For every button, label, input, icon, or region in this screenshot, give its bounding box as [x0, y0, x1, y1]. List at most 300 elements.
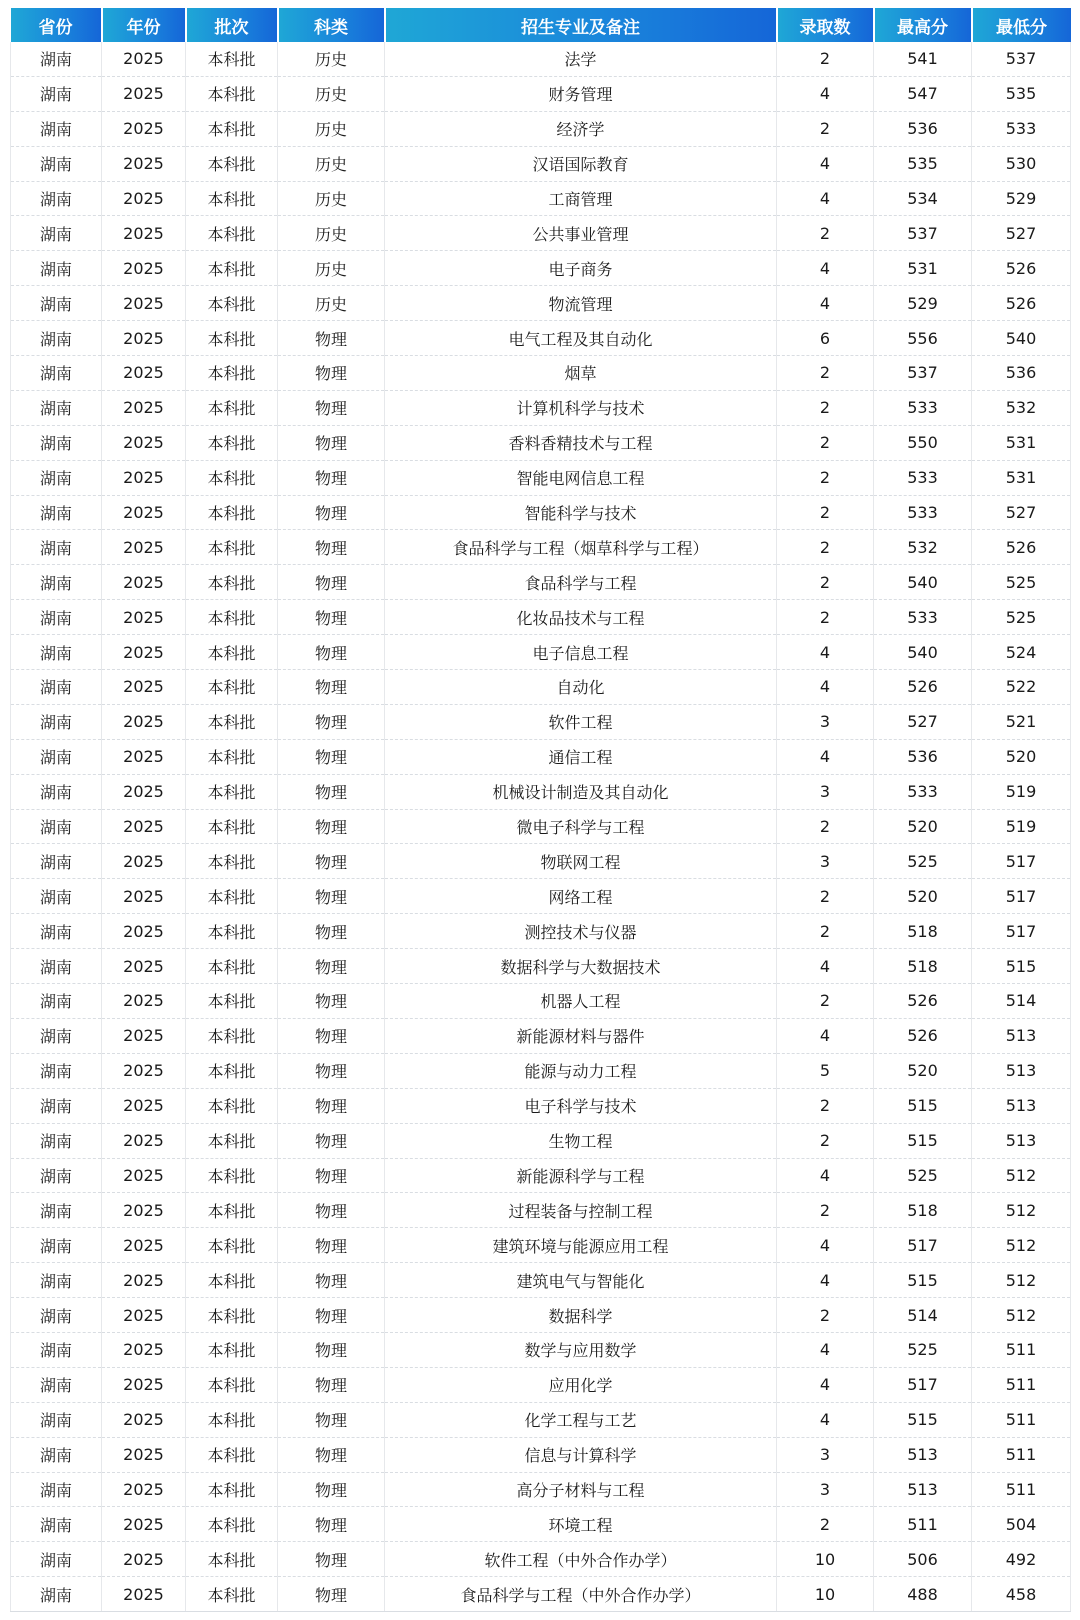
cell-min-score: 531: [972, 460, 1071, 495]
cell-province: 湖南: [11, 1263, 102, 1298]
table-row: [11, 286, 1071, 321]
header-max-score: 最高分: [874, 8, 972, 42]
cell-year: 2025: [102, 495, 186, 530]
cell-max-score: 533: [874, 600, 972, 635]
cell-max-score: 515: [874, 1123, 972, 1158]
cell-admitted-count: 2: [777, 460, 874, 495]
cell-subject-type: 物理: [278, 1577, 385, 1612]
cell-year: 2025: [102, 1193, 186, 1228]
cell-min-score: 521: [972, 704, 1071, 739]
cell-min-score: 526: [972, 530, 1071, 565]
table-row: [11, 1472, 1071, 1507]
cell-min-score: 517: [972, 879, 1071, 914]
cell-province: 湖南: [11, 914, 102, 949]
cell-min-score: 526: [972, 251, 1071, 286]
cell-max-score: 517: [874, 1228, 972, 1263]
cell-province: 湖南: [11, 76, 102, 111]
cell-year: 2025: [102, 42, 186, 76]
cell-province: 湖南: [11, 1158, 102, 1193]
cell-subject-type: 物理: [278, 1123, 385, 1158]
cell-admitted-count: 4: [777, 1402, 874, 1437]
cell-subject-type: 历史: [278, 146, 385, 181]
cell-major: 过程装备与控制工程: [385, 1193, 777, 1228]
cell-subject-type: 物理: [278, 1472, 385, 1507]
table-row: [11, 949, 1071, 984]
cell-year: 2025: [102, 1053, 186, 1088]
table-row: [11, 460, 1071, 495]
header-batch: 批次: [186, 8, 278, 42]
cell-max-score: 515: [874, 1263, 972, 1298]
cell-batch: 本科批: [186, 390, 278, 425]
cell-year: 2025: [102, 530, 186, 565]
cell-major: 物流管理: [385, 286, 777, 321]
cell-min-score: 511: [972, 1472, 1071, 1507]
cell-subject-type: 历史: [278, 181, 385, 216]
cell-admitted-count: 4: [777, 1263, 874, 1298]
cell-admitted-count: 3: [777, 774, 874, 809]
cell-major: 数据科学: [385, 1298, 777, 1333]
cell-major: 环境工程: [385, 1507, 777, 1542]
header-major: 招生专业及备注: [385, 8, 777, 42]
cell-year: 2025: [102, 251, 186, 286]
cell-subject-type: 物理: [278, 425, 385, 460]
cell-max-score: 525: [874, 1158, 972, 1193]
cell-major: 软件工程: [385, 704, 777, 739]
cell-province: 湖南: [11, 1402, 102, 1437]
cell-province: 湖南: [11, 949, 102, 984]
cell-batch: 本科批: [186, 809, 278, 844]
cell-year: 2025: [102, 600, 186, 635]
cell-major: 网络工程: [385, 879, 777, 914]
cell-max-score: 531: [874, 251, 972, 286]
cell-batch: 本科批: [186, 1437, 278, 1472]
cell-province: 湖南: [11, 425, 102, 460]
cell-major: 公共事业管理: [385, 216, 777, 251]
cell-year: 2025: [102, 1263, 186, 1298]
cell-min-score: 527: [972, 216, 1071, 251]
cell-province: 湖南: [11, 879, 102, 914]
cell-year: 2025: [102, 1402, 186, 1437]
table-row: [11, 356, 1071, 391]
cell-subject-type: 物理: [278, 1542, 385, 1577]
table-row: [11, 111, 1071, 146]
cell-year: 2025: [102, 111, 186, 146]
table-row: [11, 844, 1071, 879]
cell-subject-type: 物理: [278, 809, 385, 844]
cell-year: 2025: [102, 460, 186, 495]
cell-province: 湖南: [11, 670, 102, 705]
cell-min-score: 527: [972, 495, 1071, 530]
header-subject-type: 科类: [278, 8, 385, 42]
cell-min-score: 513: [972, 1053, 1071, 1088]
cell-batch: 本科批: [186, 42, 278, 76]
cell-subject-type: 物理: [278, 1228, 385, 1263]
cell-subject-type: 历史: [278, 286, 385, 321]
cell-subject-type: 物理: [278, 1332, 385, 1367]
table-row: [11, 1088, 1071, 1123]
cell-min-score: 513: [972, 1018, 1071, 1053]
cell-max-score: 520: [874, 809, 972, 844]
cell-min-score: 532: [972, 390, 1071, 425]
table-row: [11, 635, 1071, 670]
header-row: [11, 8, 1071, 42]
cell-province: 湖南: [11, 251, 102, 286]
cell-subject-type: 物理: [278, 1088, 385, 1123]
cell-subject-type: 历史: [278, 216, 385, 251]
cell-province: 湖南: [11, 1472, 102, 1507]
cell-batch: 本科批: [186, 565, 278, 600]
cell-batch: 本科批: [186, 1053, 278, 1088]
cell-batch: 本科批: [186, 460, 278, 495]
table-row: [11, 670, 1071, 705]
cell-year: 2025: [102, 879, 186, 914]
cell-major: 法学: [385, 42, 777, 76]
cell-admitted-count: 2: [777, 425, 874, 460]
cell-max-score: 513: [874, 1472, 972, 1507]
cell-major: 食品科学与工程: [385, 565, 777, 600]
cell-batch: 本科批: [186, 879, 278, 914]
cell-admitted-count: 4: [777, 635, 874, 670]
cell-subject-type: 物理: [278, 914, 385, 949]
cell-major: 机械设计制造及其自动化: [385, 774, 777, 809]
cell-max-score: 525: [874, 844, 972, 879]
cell-admitted-count: 4: [777, 181, 874, 216]
table-row: [11, 495, 1071, 530]
cell-major: 烟草: [385, 356, 777, 391]
cell-admitted-count: 2: [777, 390, 874, 425]
cell-min-score: 529: [972, 181, 1071, 216]
cell-major: 自动化: [385, 670, 777, 705]
cell-subject-type: 物理: [278, 670, 385, 705]
cell-min-score: 514: [972, 984, 1071, 1019]
cell-max-score: 527: [874, 704, 972, 739]
cell-major: 化妆品技术与工程: [385, 600, 777, 635]
table-body: [11, 42, 1071, 1612]
cell-admitted-count: 2: [777, 42, 874, 76]
cell-subject-type: 物理: [278, 1053, 385, 1088]
cell-province: 湖南: [11, 984, 102, 1019]
cell-year: 2025: [102, 704, 186, 739]
cell-major: 应用化学: [385, 1367, 777, 1402]
cell-province: 湖南: [11, 1437, 102, 1472]
table-row: [11, 1542, 1071, 1577]
cell-batch: 本科批: [186, 949, 278, 984]
header-min-score: 最低分: [972, 8, 1071, 42]
cell-min-score: 517: [972, 844, 1071, 879]
cell-batch: 本科批: [186, 1367, 278, 1402]
cell-max-score: 547: [874, 76, 972, 111]
cell-batch: 本科批: [186, 1018, 278, 1053]
cell-batch: 本科批: [186, 1228, 278, 1263]
table-row: [11, 76, 1071, 111]
cell-subject-type: 物理: [278, 530, 385, 565]
table-row: [11, 1158, 1071, 1193]
cell-admitted-count: 2: [777, 530, 874, 565]
cell-admitted-count: 2: [777, 879, 874, 914]
cell-batch: 本科批: [186, 251, 278, 286]
cell-max-score: 537: [874, 216, 972, 251]
cell-max-score: 511: [874, 1507, 972, 1542]
cell-subject-type: 物理: [278, 356, 385, 391]
cell-max-score: 541: [874, 42, 972, 76]
cell-major: 新能源科学与工程: [385, 1158, 777, 1193]
cell-admitted-count: 6: [777, 321, 874, 356]
cell-year: 2025: [102, 1577, 186, 1612]
cell-year: 2025: [102, 984, 186, 1019]
cell-province: 湖南: [11, 774, 102, 809]
table-row: [11, 390, 1071, 425]
cell-min-score: 515: [972, 949, 1071, 984]
cell-batch: 本科批: [186, 181, 278, 216]
cell-major: 数学与应用数学: [385, 1332, 777, 1367]
cell-province: 湖南: [11, 635, 102, 670]
cell-subject-type: 物理: [278, 984, 385, 1019]
cell-batch: 本科批: [186, 1577, 278, 1612]
table-row: [11, 1123, 1071, 1158]
cell-year: 2025: [102, 774, 186, 809]
table-row: [11, 146, 1071, 181]
cell-major: 建筑环境与能源应用工程: [385, 1228, 777, 1263]
cell-year: 2025: [102, 1123, 186, 1158]
cell-admitted-count: 10: [777, 1577, 874, 1612]
cell-admitted-count: 4: [777, 1158, 874, 1193]
cell-major: 测控技术与仪器: [385, 914, 777, 949]
cell-year: 2025: [102, 1437, 186, 1472]
cell-major: 微电子科学与工程: [385, 809, 777, 844]
cell-major: 数据科学与大数据技术: [385, 949, 777, 984]
cell-subject-type: 物理: [278, 600, 385, 635]
cell-admitted-count: 4: [777, 739, 874, 774]
cell-min-score: 517: [972, 914, 1071, 949]
cell-admitted-count: 2: [777, 1298, 874, 1333]
cell-major: 计算机科学与技术: [385, 390, 777, 425]
cell-province: 湖南: [11, 111, 102, 146]
cell-min-score: 531: [972, 425, 1071, 460]
cell-batch: 本科批: [186, 530, 278, 565]
header-province: 省份: [11, 8, 102, 42]
table-row: [11, 530, 1071, 565]
cell-subject-type: 物理: [278, 1507, 385, 1542]
cell-min-score: 530: [972, 146, 1071, 181]
cell-min-score: 511: [972, 1332, 1071, 1367]
cell-batch: 本科批: [186, 1158, 278, 1193]
cell-batch: 本科批: [186, 356, 278, 391]
cell-major: 智能科学与技术: [385, 495, 777, 530]
cell-max-score: 534: [874, 181, 972, 216]
cell-admitted-count: 4: [777, 1367, 874, 1402]
table-row: [11, 600, 1071, 635]
cell-min-score: 512: [972, 1228, 1071, 1263]
table-row: [11, 1367, 1071, 1402]
cell-admitted-count: 2: [777, 600, 874, 635]
admission-scores-table: [10, 8, 1071, 1612]
cell-admitted-count: 4: [777, 76, 874, 111]
cell-subject-type: 物理: [278, 1018, 385, 1053]
cell-admitted-count: 2: [777, 1193, 874, 1228]
cell-admitted-count: 2: [777, 809, 874, 844]
cell-min-score: 492: [972, 1542, 1071, 1577]
cell-min-score: 512: [972, 1158, 1071, 1193]
cell-subject-type: 物理: [278, 1367, 385, 1402]
cell-min-score: 512: [972, 1193, 1071, 1228]
cell-province: 湖南: [11, 1053, 102, 1088]
table-header: [11, 8, 1071, 42]
table-row: [11, 1437, 1071, 1472]
cell-year: 2025: [102, 1088, 186, 1123]
cell-batch: 本科批: [186, 425, 278, 460]
table-row: [11, 704, 1071, 739]
cell-major: 新能源材料与器件: [385, 1018, 777, 1053]
cell-admitted-count: 10: [777, 1542, 874, 1577]
table-row: [11, 42, 1071, 76]
cell-province: 湖南: [11, 181, 102, 216]
cell-min-score: 512: [972, 1263, 1071, 1298]
table-row: [11, 1332, 1071, 1367]
cell-major: 建筑电气与智能化: [385, 1263, 777, 1298]
cell-major: 电子商务: [385, 251, 777, 286]
cell-subject-type: 物理: [278, 495, 385, 530]
cell-year: 2025: [102, 1472, 186, 1507]
cell-year: 2025: [102, 844, 186, 879]
cell-batch: 本科批: [186, 146, 278, 181]
table-row: [11, 879, 1071, 914]
cell-subject-type: 历史: [278, 42, 385, 76]
cell-year: 2025: [102, 181, 186, 216]
cell-admitted-count: 2: [777, 1088, 874, 1123]
cell-min-score: 537: [972, 42, 1071, 76]
cell-year: 2025: [102, 390, 186, 425]
cell-admitted-count: 2: [777, 984, 874, 1019]
cell-admitted-count: 2: [777, 111, 874, 146]
cell-batch: 本科批: [186, 600, 278, 635]
cell-major: 经济学: [385, 111, 777, 146]
cell-batch: 本科批: [186, 774, 278, 809]
cell-major: 食品科学与工程（烟草科学与工程）: [385, 530, 777, 565]
cell-max-score: 518: [874, 914, 972, 949]
cell-max-score: 536: [874, 739, 972, 774]
cell-batch: 本科批: [186, 216, 278, 251]
cell-max-score: 533: [874, 774, 972, 809]
table-row: [11, 216, 1071, 251]
cell-admitted-count: 2: [777, 356, 874, 391]
cell-major: 工商管理: [385, 181, 777, 216]
cell-province: 湖南: [11, 1193, 102, 1228]
cell-subject-type: 物理: [278, 1402, 385, 1437]
cell-major: 软件工程（中外合作办学）: [385, 1542, 777, 1577]
cell-max-score: 515: [874, 1088, 972, 1123]
cell-admitted-count: 4: [777, 1228, 874, 1263]
table-row: [11, 774, 1071, 809]
cell-min-score: 513: [972, 1088, 1071, 1123]
cell-major: 汉语国际教育: [385, 146, 777, 181]
cell-major: 能源与动力工程: [385, 1053, 777, 1088]
table-row: [11, 565, 1071, 600]
table-row: [11, 1193, 1071, 1228]
cell-admitted-count: 3: [777, 704, 874, 739]
cell-admitted-count: 4: [777, 251, 874, 286]
cell-province: 湖南: [11, 565, 102, 600]
cell-province: 湖南: [11, 704, 102, 739]
cell-admitted-count: 4: [777, 670, 874, 705]
cell-province: 湖南: [11, 809, 102, 844]
cell-admitted-count: 3: [777, 1437, 874, 1472]
cell-admitted-count: 2: [777, 495, 874, 530]
cell-subject-type: 物理: [278, 565, 385, 600]
cell-admitted-count: 2: [777, 216, 874, 251]
cell-min-score: 511: [972, 1437, 1071, 1472]
cell-min-score: 522: [972, 670, 1071, 705]
cell-subject-type: 物理: [278, 879, 385, 914]
cell-min-score: 535: [972, 76, 1071, 111]
cell-province: 湖南: [11, 1507, 102, 1542]
cell-max-score: 536: [874, 111, 972, 146]
cell-min-score: 519: [972, 774, 1071, 809]
cell-batch: 本科批: [186, 984, 278, 1019]
cell-batch: 本科批: [186, 1472, 278, 1507]
cell-year: 2025: [102, 739, 186, 774]
cell-batch: 本科批: [186, 704, 278, 739]
cell-year: 2025: [102, 321, 186, 356]
cell-admitted-count: 4: [777, 146, 874, 181]
cell-subject-type: 物理: [278, 949, 385, 984]
cell-max-score: 526: [874, 984, 972, 1019]
admission-table-container: [10, 8, 1070, 1612]
cell-province: 湖南: [11, 600, 102, 635]
cell-admitted-count: 2: [777, 1123, 874, 1158]
cell-province: 湖南: [11, 495, 102, 530]
table-row: [11, 1298, 1071, 1333]
cell-province: 湖南: [11, 42, 102, 76]
cell-batch: 本科批: [186, 1298, 278, 1333]
cell-province: 湖南: [11, 216, 102, 251]
cell-min-score: 511: [972, 1367, 1071, 1402]
cell-major: 食品科学与工程（中外合作办学）: [385, 1577, 777, 1612]
table-row: [11, 1402, 1071, 1437]
cell-year: 2025: [102, 1018, 186, 1053]
cell-batch: 本科批: [186, 1507, 278, 1542]
cell-max-score: 520: [874, 1053, 972, 1088]
cell-min-score: 526: [972, 286, 1071, 321]
cell-batch: 本科批: [186, 1193, 278, 1228]
cell-max-score: 533: [874, 495, 972, 530]
cell-max-score: 533: [874, 460, 972, 495]
cell-min-score: 519: [972, 809, 1071, 844]
cell-max-score: 515: [874, 1402, 972, 1437]
table-row: [11, 984, 1071, 1019]
cell-year: 2025: [102, 809, 186, 844]
cell-min-score: 520: [972, 739, 1071, 774]
cell-subject-type: 物理: [278, 774, 385, 809]
cell-admitted-count: 4: [777, 1332, 874, 1367]
table-row: [11, 321, 1071, 356]
table-row: [11, 1507, 1071, 1542]
cell-subject-type: 物理: [278, 321, 385, 356]
cell-year: 2025: [102, 286, 186, 321]
cell-year: 2025: [102, 146, 186, 181]
cell-max-score: 518: [874, 949, 972, 984]
cell-major: 生物工程: [385, 1123, 777, 1158]
cell-province: 湖南: [11, 1367, 102, 1402]
cell-major: 智能电网信息工程: [385, 460, 777, 495]
cell-admitted-count: 4: [777, 949, 874, 984]
table-row: [11, 1228, 1071, 1263]
cell-batch: 本科批: [186, 1263, 278, 1298]
table-row: [11, 914, 1071, 949]
cell-province: 湖南: [11, 146, 102, 181]
header-year: 年份: [102, 8, 186, 42]
table-row: [11, 251, 1071, 286]
cell-major: 电气工程及其自动化: [385, 321, 777, 356]
